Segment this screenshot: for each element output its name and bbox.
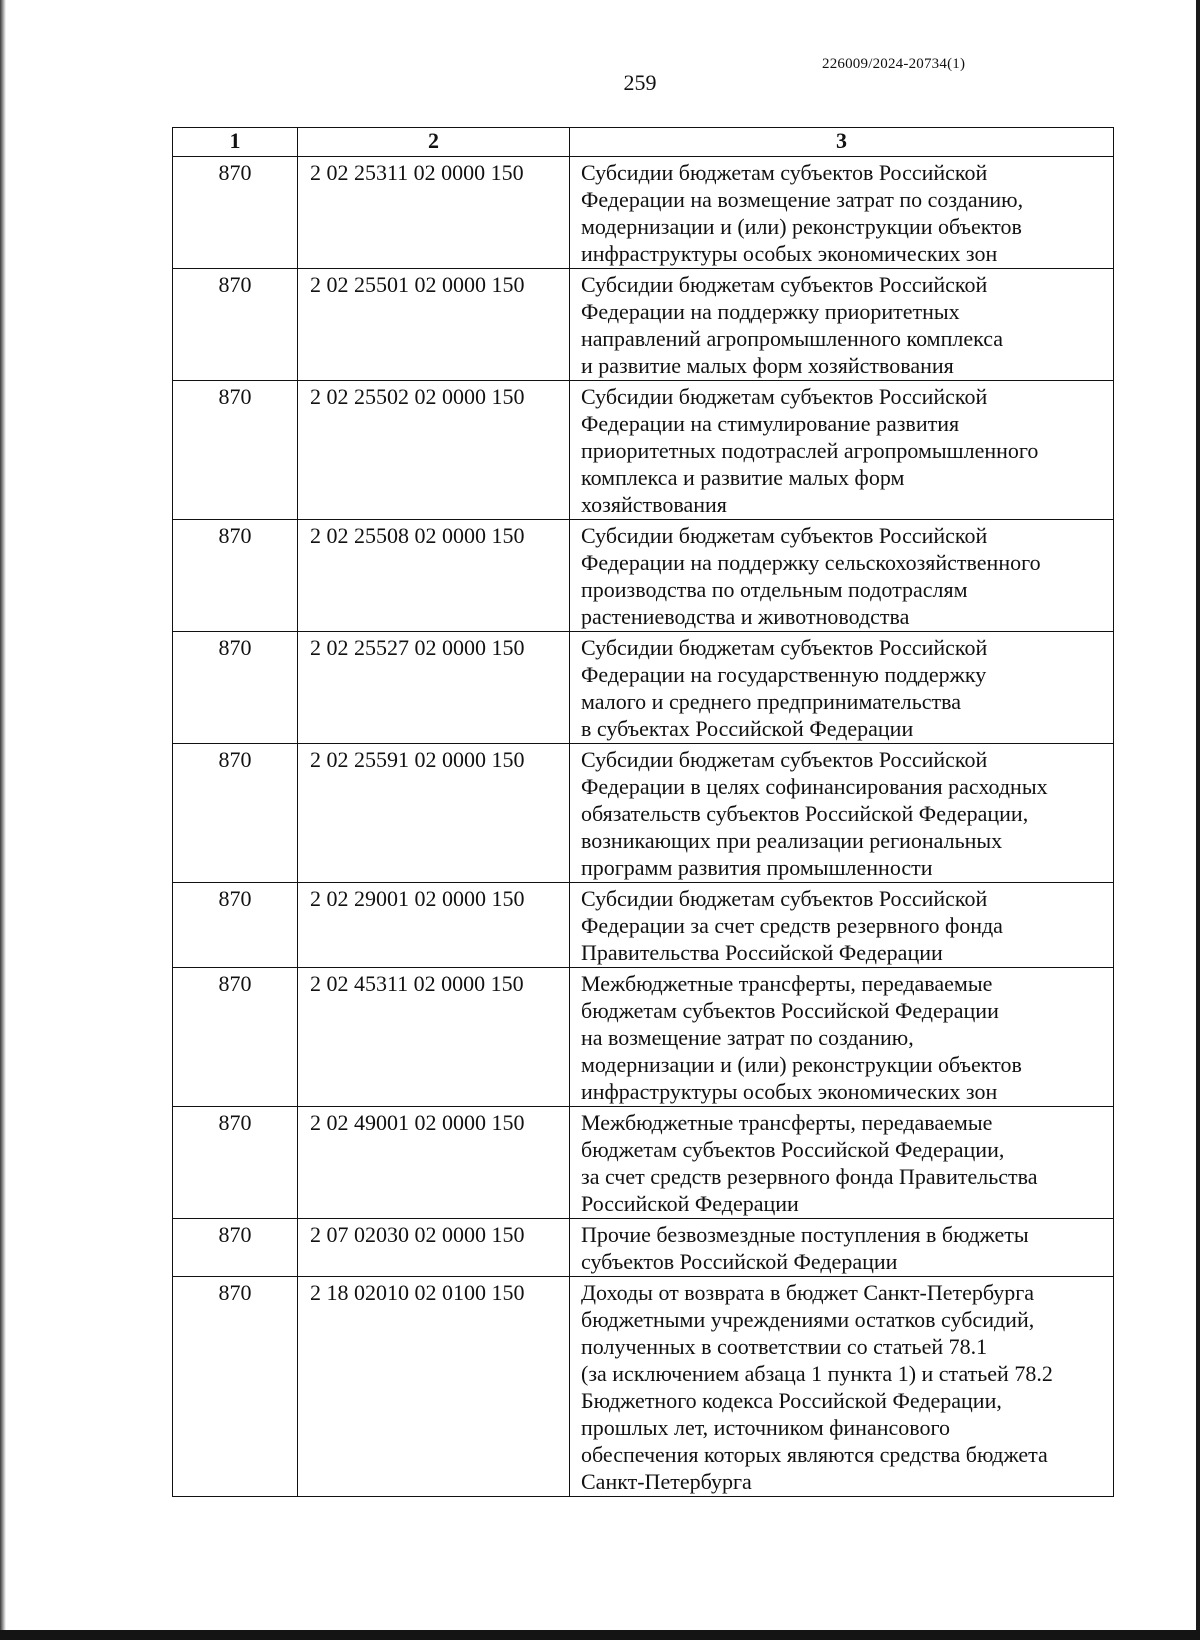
description-line: комплекса и развитие малых форм bbox=[581, 465, 905, 490]
table-row bbox=[173, 968, 1114, 1107]
description-line: инфраструктуры особых экономических зон bbox=[581, 1079, 998, 1104]
description-line: Субсидии бюджетам субъектов Российской bbox=[581, 160, 988, 185]
description-line: обязательств субъектов Российской Федерации, bbox=[581, 801, 1029, 826]
description-line: в субъектах Российской Федерации bbox=[581, 716, 914, 741]
description-line: программ развития промышленности bbox=[581, 855, 933, 880]
description-line: Субсидии бюджетам субъектов Российской bbox=[581, 272, 988, 297]
description-line: производства по отдельным подотраслям bbox=[581, 577, 968, 602]
budget-code-cell: 2 18 02010 02 0100 150 bbox=[298, 1277, 570, 1497]
budget-code-cell: 2 07 02030 02 0000 150 bbox=[298, 1219, 570, 1277]
description-line: Федерации на стимулирование развития bbox=[581, 411, 960, 436]
description-line: Субсидии бюджетам субъектов Российской bbox=[581, 635, 988, 660]
description-line: малого и среднего предпринимательства bbox=[581, 689, 962, 714]
description-line: за счет средств резервного фонда Правительства bbox=[581, 1164, 1038, 1189]
admin-code-cell: 870 bbox=[173, 1107, 298, 1219]
description-cell bbox=[570, 520, 1114, 632]
description-line: Федерации на возмещение затрат по созданию, bbox=[581, 187, 1024, 212]
budget-code-cell: 2 02 25501 02 0000 150 bbox=[298, 269, 570, 381]
admin-code-cell: 870 bbox=[173, 269, 298, 381]
admin-code-cell: 870 bbox=[173, 883, 298, 968]
admin-code-cell: 870 bbox=[173, 381, 298, 520]
budget-code-cell: 2 02 29001 02 0000 150 bbox=[298, 883, 570, 968]
table-row bbox=[173, 269, 1114, 381]
description-line: Прочие безвозмездные поступления в бюджеты bbox=[581, 1222, 1029, 1247]
description-line: хозяйствования bbox=[581, 492, 727, 517]
description-line: прошлых лет, источником финансового bbox=[581, 1415, 950, 1440]
document-id: 226009/2024-20734(1) bbox=[822, 56, 966, 72]
description-line: направлений агропромышленного комплекса bbox=[581, 326, 1004, 351]
page-number: 259 bbox=[623, 70, 657, 95]
budget-code-cell: 2 02 49001 02 0000 150 bbox=[298, 1107, 570, 1219]
admin-code-cell: 870 bbox=[173, 632, 298, 744]
scan-edge-right bbox=[1196, 0, 1200, 1640]
description-line: Федерации на поддержку сельскохозяйственного bbox=[581, 550, 1041, 575]
description-line: (за исключением абзаца 1 пункта 1) и статьей 78.2 bbox=[581, 1361, 1053, 1386]
table-header-row bbox=[173, 128, 1114, 157]
header-col-2: 2 bbox=[298, 128, 570, 157]
description-line: Санкт-Петербурга bbox=[581, 1469, 752, 1494]
table-row bbox=[173, 520, 1114, 632]
header-col-3: 3 bbox=[570, 128, 1114, 157]
description-line: бюджетными учреждениями остатков субсидий, bbox=[581, 1307, 1035, 1332]
admin-code-cell: 870 bbox=[173, 744, 298, 883]
admin-code-cell: 870 bbox=[173, 1219, 298, 1277]
description-cell bbox=[570, 1277, 1114, 1497]
table-row bbox=[173, 1107, 1114, 1219]
description-cell bbox=[570, 1107, 1114, 1219]
description-line: приоритетных подотраслей агропромышленного bbox=[581, 438, 1039, 463]
table-row bbox=[173, 157, 1114, 269]
description-line: на возмещение затрат по созданию, bbox=[581, 1025, 914, 1050]
budget-codes-table bbox=[172, 127, 1114, 1497]
admin-code-cell: 870 bbox=[173, 968, 298, 1107]
description-line: модернизации и (или) реконструкции объектов bbox=[581, 1052, 1022, 1077]
description-cell bbox=[570, 968, 1114, 1107]
description-line: и развитие малых форм хозяйствования bbox=[581, 353, 954, 378]
description-line: Субсидии бюджетам субъектов Российской bbox=[581, 747, 988, 772]
description-line: модернизации и (или) реконструкции объектов bbox=[581, 214, 1022, 239]
description-cell bbox=[570, 1219, 1114, 1277]
admin-code-cell: 870 bbox=[173, 1277, 298, 1497]
description-cell bbox=[570, 744, 1114, 883]
table-body bbox=[173, 157, 1114, 1497]
description-line: Субсидии бюджетам субъектов Российской bbox=[581, 384, 988, 409]
description-line: Межбюджетные трансферты, передаваемые bbox=[581, 1110, 993, 1135]
description-line: растениеводства и животноводства bbox=[581, 604, 910, 629]
description-line: Федерации в целях софинансирования расходных bbox=[581, 774, 1048, 799]
description-cell bbox=[570, 381, 1114, 520]
table-row bbox=[173, 1219, 1114, 1277]
description-line: полученных в соответствии со статьей 78.1 bbox=[581, 1334, 988, 1359]
budget-code-cell: 2 02 25311 02 0000 150 bbox=[298, 157, 570, 269]
scan-edge-bottom bbox=[0, 1630, 1200, 1640]
description-line: Федерации на государственную поддержку bbox=[581, 662, 987, 687]
description-line: Бюджетного кодекса Российской Федерации, bbox=[581, 1388, 1002, 1413]
table-row bbox=[173, 744, 1114, 883]
budget-code-cell: 2 02 45311 02 0000 150 bbox=[298, 968, 570, 1107]
budget-code-cell: 2 02 25591 02 0000 150 bbox=[298, 744, 570, 883]
table-row bbox=[173, 1277, 1114, 1497]
header-col-1: 1 bbox=[173, 128, 298, 157]
table-row bbox=[173, 632, 1114, 744]
description-line: Субсидии бюджетам субъектов Российской bbox=[581, 886, 988, 911]
description-line: Федерации за счет средств резервного фонда bbox=[581, 913, 1003, 938]
table-row bbox=[173, 381, 1114, 520]
description-line: Федерации на поддержку приоритетных bbox=[581, 299, 960, 324]
description-cell bbox=[570, 883, 1114, 968]
description-line: Правительства Российской Федерации bbox=[581, 940, 943, 965]
budget-code-cell: 2 02 25527 02 0000 150 bbox=[298, 632, 570, 744]
description-line: обеспечения которых являются средства бюджета bbox=[581, 1442, 1048, 1467]
budget-code-cell: 2 02 25502 02 0000 150 bbox=[298, 381, 570, 520]
description-line: бюджетам субъектов Российской Федерации, bbox=[581, 1137, 1005, 1162]
description-cell bbox=[570, 157, 1114, 269]
table-row bbox=[173, 883, 1114, 968]
budget-code-cell: 2 02 25508 02 0000 150 bbox=[298, 520, 570, 632]
scan-edge-left bbox=[0, 0, 6, 1640]
description-line: инфраструктуры особых экономических зон bbox=[581, 241, 998, 266]
description-cell bbox=[570, 269, 1114, 381]
description-cell bbox=[570, 632, 1114, 744]
admin-code-cell: 870 bbox=[173, 157, 298, 269]
description-line: Российской Федерации bbox=[581, 1191, 799, 1216]
description-line: бюджетам субъектов Российской Федерации bbox=[581, 998, 999, 1023]
description-line: Межбюджетные трансферты, передаваемые bbox=[581, 971, 993, 996]
description-line: субъектов Российской Федерации bbox=[581, 1249, 898, 1274]
description-line: Субсидии бюджетам субъектов Российской bbox=[581, 523, 988, 548]
admin-code-cell: 870 bbox=[173, 520, 298, 632]
description-line: возникающих при реализации региональных bbox=[581, 828, 1003, 853]
description-line: Доходы от возврата в бюджет Санкт-Петербурга bbox=[581, 1280, 1035, 1305]
